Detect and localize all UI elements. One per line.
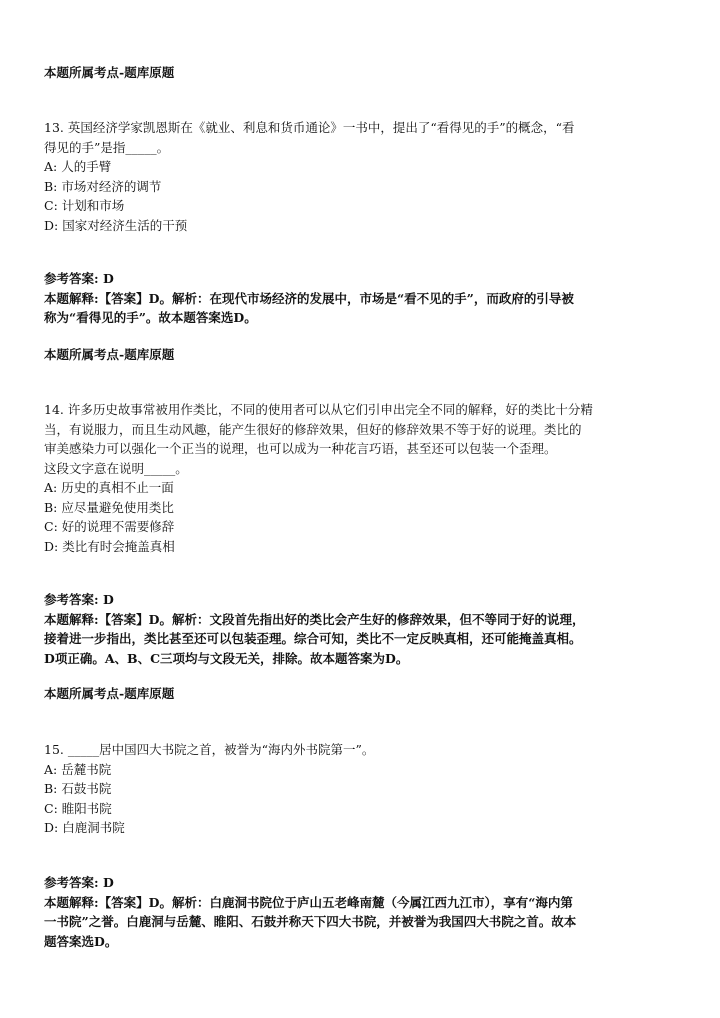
option-b: B: 石鼓书院 xyxy=(44,781,112,796)
question-stem-line: 14. 许多历史故事常被用作类比，不同的使用者可以从它们引申出完全不同的解释，好的类比十分精 xyxy=(44,402,593,417)
option-c: C: 计划和市场 xyxy=(44,198,125,213)
option-d: D: 国家对经济生活的干预 xyxy=(44,217,188,233)
section-label: 本题所属考点-题库原题 xyxy=(44,347,175,362)
answer-block-14 xyxy=(44,590,680,668)
explanation-line: 本题解释:【答案】D。解析：文段首先指出好的类比会产生好的修辞效果，但不等同于好的说理， xyxy=(44,611,585,627)
question-stem-line: 这段文字意在说明_____。 xyxy=(44,460,188,476)
option-d: D: 类比有时会掩盖真相 xyxy=(44,538,175,554)
question-15 xyxy=(44,740,680,838)
option-b: B: 应尽量避免使用类比 xyxy=(44,499,174,515)
option-d: D: 白鹿洞书院 xyxy=(44,820,125,835)
question-stem-line: 13. 英国经济学家凯恩斯在《就业、利息和货币通论》一书中，提出了“看得见的手”的概念，“看 xyxy=(44,120,575,135)
answer-block-15 xyxy=(44,873,680,951)
reference-answer: 参考答案: D xyxy=(44,271,114,286)
question-14 xyxy=(44,400,680,556)
explanation-line: 接着进一步指出，类比甚至还可以包装歪理。综合可知，类比不一定反映真相，还可能掩盖真相。 xyxy=(44,631,582,646)
explanation-line: D项正确。A、B、C三项均与文段无关，排除。故本题答案为D。 xyxy=(44,650,409,666)
section-label: 本题所属考点-题库原题 xyxy=(44,65,175,80)
explanation-line: 本题解释:【答案】D。解析：白鹿洞书院位于庐山五老峰南麓（今属江西九江市），享有“海内第 xyxy=(44,894,573,910)
question-stem-line: 当，有说服力，而且生动风趣，能产生很好的修辞效果，但好的修辞效果不等于好的说理。类比的 xyxy=(44,421,582,437)
option-c: C: 睢阳书院 xyxy=(44,800,112,816)
question-stem-line: 15. _____居中国四大书院之首，被誉为“海内外书院第一”。 xyxy=(44,742,375,757)
option-c: C: 好的说理不需要修辞 xyxy=(44,519,175,534)
option-a: A: 历史的真相不止一面 xyxy=(44,480,174,495)
reference-answer: 参考答案: D xyxy=(44,592,114,607)
question-13 xyxy=(44,118,680,235)
option-a: A: 人的手臂 xyxy=(44,159,112,174)
option-b: B: 市场对经济的调节 xyxy=(44,178,162,194)
explanation-line: 称为“看得见的手”。故本题答案选D。 xyxy=(44,310,257,325)
question-stem-line: 得见的手”是指_____。 xyxy=(44,139,170,155)
explanation-line: 本题解释:【答案】D。解析：在现代市场经济的发展中，市场是“看不见的手”，而政府的引导被 xyxy=(44,290,574,306)
reference-answer: 参考答案: D xyxy=(44,875,114,890)
answer-block-13 xyxy=(44,269,680,328)
question-stem-line: 审美感染力可以强化一个正当的说理，也可以成为一种花言巧语，甚至还可以包装一个歪理。 xyxy=(44,441,557,456)
explanation-line: 题答案选D。 xyxy=(44,933,118,949)
explanation-line: 一书院”之誉。白鹿洞与岳麓、睢阳、石鼓并称天下四大书院，并被誉为我国四大书院之首。故本 xyxy=(44,914,577,929)
option-a: A: 岳麓书院 xyxy=(44,761,112,777)
section-label: 本题所属考点-题库原题 xyxy=(44,686,175,701)
